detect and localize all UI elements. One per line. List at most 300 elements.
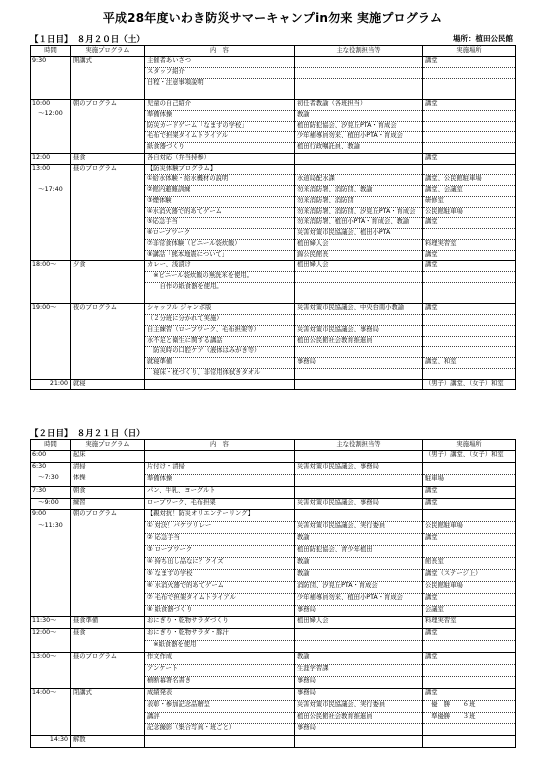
- time-cell: [31, 78, 71, 89]
- content-cell: 片付け・清掃: [145, 462, 295, 474]
- table-row: [31, 617, 516, 629]
- location-cell: （男子）講堂、（女子）和室: [423, 379, 516, 390]
- table-row: [31, 653, 516, 665]
- time-cell: [31, 605, 71, 617]
- content-cell: 各自対応（弁当持参）: [145, 153, 295, 164]
- content-cell: おにぎり・乾物サラダ・豚汁: [145, 629, 295, 641]
- location-cell: 公民館駐車場: [423, 207, 516, 218]
- time-cell: [31, 282, 71, 293]
- role-cell: [295, 78, 423, 89]
- content-cell: ※紙食器を使用: [145, 641, 295, 653]
- program-cell: [71, 67, 145, 78]
- header-role: 主な役割担当等: [295, 440, 423, 451]
- role-cell: 少年補導員勿来、植田小PTA・育成会: [295, 593, 423, 605]
- role-cell: 植田防犯協会、青少年植田: [295, 546, 423, 558]
- role-cell: [295, 272, 423, 283]
- program-cell: [71, 700, 145, 712]
- header-time: 時間: [31, 440, 71, 451]
- time-cell: 7:30: [31, 486, 71, 498]
- role-cell: [295, 315, 423, 326]
- time-cell: ～9:00: [31, 498, 71, 510]
- table-row: [31, 581, 516, 593]
- time-cell: [31, 358, 71, 369]
- role-cell: 勿来消防署、植田小PTA・育成会、教諭: [295, 218, 423, 229]
- location-cell: [423, 78, 516, 89]
- time-cell: 13:00～: [31, 653, 71, 665]
- role-cell: [295, 282, 423, 293]
- program-cell: [71, 641, 145, 653]
- time-cell: [31, 325, 71, 336]
- content-cell: 防災カードゲーム「なまずの学校」: [145, 121, 295, 132]
- location-cell: （男子）講堂、（女子）和室: [423, 451, 516, 463]
- time-cell: 12:00～: [31, 629, 71, 641]
- location-cell: 館長室: [423, 558, 516, 570]
- table-row: [31, 629, 516, 641]
- role-cell: 教諭: [295, 558, 423, 570]
- program-cell: 朝のプログラム: [71, 100, 145, 111]
- program-cell: [71, 293, 145, 304]
- table-row: [31, 724, 516, 736]
- table-row: [31, 293, 516, 304]
- content-cell: ② 応急手当: [145, 534, 295, 546]
- program-cell: [71, 569, 145, 581]
- program-cell: 夜のプログラム: [71, 304, 145, 315]
- time-cell: [31, 218, 71, 229]
- page-title: 平成28年度いわき防災サマーキャンプin勿来 実施プログラム: [102, 11, 443, 25]
- content-cell: 水不足と衛生に関する講話: [145, 336, 295, 347]
- time-cell: ～12:00: [31, 110, 71, 121]
- content-cell: 横断幕署名書き: [145, 676, 295, 688]
- location-cell: [423, 368, 516, 379]
- time-cell: [31, 368, 71, 379]
- table-row: [31, 688, 516, 700]
- location-cell: 講堂: [423, 153, 516, 164]
- location-cell: [423, 641, 516, 653]
- time-cell: [31, 67, 71, 78]
- header-content: 内 容: [145, 440, 295, 451]
- location-cell: [423, 315, 516, 326]
- content-cell: ⑧ 紙食器づくり: [145, 605, 295, 617]
- content-cell: [145, 89, 295, 100]
- location-cell: [423, 229, 516, 240]
- role-cell: [295, 736, 423, 748]
- content-cell: ③煙体験: [145, 196, 295, 207]
- role-cell: [295, 153, 423, 164]
- time-cell: [31, 581, 71, 593]
- location-cell: [423, 336, 516, 347]
- location-cell: [423, 110, 516, 121]
- location-cell: [423, 132, 516, 143]
- table-row: [31, 175, 516, 186]
- program-cell: [71, 676, 145, 688]
- table-row: [31, 534, 516, 546]
- content-cell: スタッフ紹介: [145, 67, 295, 78]
- location-cell: 準優勝 ３班: [423, 712, 516, 724]
- content-cell: [145, 451, 295, 463]
- content-cell: [145, 736, 295, 748]
- time-cell: [31, 315, 71, 326]
- time-cell: [31, 229, 71, 240]
- program-cell: [71, 229, 145, 240]
- program-cell: [71, 593, 145, 605]
- role-cell: [295, 89, 423, 100]
- program-cell: 昼のプログラム: [71, 164, 145, 175]
- time-cell: [31, 712, 71, 724]
- content-cell: ②館内避難訓練: [145, 186, 295, 197]
- content-cell: アンケート: [145, 665, 295, 677]
- header-content: 内 容: [145, 46, 295, 57]
- content-cell: ⑥ロープワーク: [145, 229, 295, 240]
- location-cell: [423, 164, 516, 175]
- location-cell: 講堂: [423, 261, 516, 272]
- table-row: [31, 700, 516, 712]
- location-cell: [423, 272, 516, 283]
- content-cell: 寝床・枕づくり、非常用体拭きタオル: [145, 368, 295, 379]
- location-cell: [423, 546, 516, 558]
- content-cell: 日程・注意事項説明: [145, 78, 295, 89]
- content-cell: 毛布で担架タイムトライアル: [145, 132, 295, 143]
- day2-header: [30, 427, 515, 439]
- role-cell: 事務局: [295, 358, 423, 369]
- table-row: [31, 272, 516, 283]
- program-cell: [71, 186, 145, 197]
- content-cell: カレー、浅漬け: [145, 261, 295, 272]
- table-row: [31, 78, 516, 89]
- program-cell: [71, 110, 145, 121]
- location-cell: [423, 510, 516, 522]
- location-cell: 講堂: [423, 57, 516, 68]
- role-cell: 事務局: [295, 605, 423, 617]
- table-row: [31, 304, 516, 315]
- time-cell: [31, 569, 71, 581]
- role-cell: 勿来消防署、消防団、汐見丘PTA・育成会: [295, 207, 423, 218]
- program-cell: 体操: [71, 474, 145, 486]
- role-cell: 災害対策市民協議会、植田小PTA: [295, 229, 423, 240]
- program-cell: 夕食: [71, 261, 145, 272]
- program-cell: [71, 89, 145, 100]
- time-cell: [31, 272, 71, 283]
- table-row: [31, 712, 516, 724]
- program-cell: 開講式: [71, 57, 145, 68]
- program-cell: 昼のプログラム: [71, 653, 145, 665]
- program-cell: [71, 522, 145, 534]
- content-cell: ⑧講話「熊本地震について」: [145, 250, 295, 261]
- location-cell: [423, 325, 516, 336]
- time-cell: 10:00: [31, 100, 71, 111]
- time-cell: [31, 196, 71, 207]
- time-cell: 19:00～: [31, 304, 71, 315]
- time-cell: [31, 546, 71, 558]
- role-cell: [295, 347, 423, 358]
- role-cell: [295, 510, 423, 522]
- table-row: [31, 451, 516, 463]
- role-cell: 災害対策市民協議会、実行委員: [295, 522, 423, 534]
- role-cell: 植田行政嘱託員、教諭: [295, 143, 423, 154]
- role-cell: 教諭: [295, 534, 423, 546]
- table-row: [31, 164, 516, 175]
- content-cell: シャッフル ジャンボ版: [145, 304, 295, 315]
- program-cell: 練習: [71, 498, 145, 510]
- program-cell: [71, 368, 145, 379]
- time-cell: [31, 700, 71, 712]
- program-cell: [71, 605, 145, 617]
- content-cell: ロープワーク、毛布担架: [145, 498, 295, 510]
- content-cell: 就寝準備: [145, 358, 295, 369]
- program-cell: [71, 724, 145, 736]
- table-row: [31, 67, 516, 78]
- role-cell: 勿来消防署、消防団、教諭: [295, 186, 423, 197]
- role-cell: 災害対策市民協議会、事務局: [295, 325, 423, 336]
- table-row: [31, 665, 516, 677]
- content-cell: 作文作成: [145, 653, 295, 665]
- time-cell: [31, 239, 71, 250]
- table-row: [31, 498, 516, 510]
- program-cell: [71, 250, 145, 261]
- location-cell: [423, 282, 516, 293]
- role-cell: 教諭: [295, 653, 423, 665]
- content-cell: 紙食器づくり: [145, 143, 295, 154]
- content-cell: 自作の紙食器を使用。: [145, 282, 295, 293]
- header-role: 主な役割担当等: [295, 46, 423, 57]
- program-cell: 昼食準備: [71, 617, 145, 629]
- content-cell: おにぎり・乾物サラダづくり: [145, 617, 295, 629]
- table-row: [31, 250, 516, 261]
- table-row: [31, 89, 516, 100]
- content-cell: ④水消火器で的あてゲーム: [145, 207, 295, 218]
- program-cell: [71, 558, 145, 570]
- content-cell: ⑦ 毛布で担架タイムトライアル: [145, 593, 295, 605]
- content-cell: 自主練習（ロープワーク、毛布担架等）: [145, 325, 295, 336]
- location-cell: [423, 293, 516, 304]
- program-cell: [71, 534, 145, 546]
- table-row: [31, 462, 516, 474]
- role-cell: 災害対策市民協議会、事務局: [295, 462, 423, 474]
- time-cell: [31, 143, 71, 154]
- table-row: [31, 593, 516, 605]
- table-row: [31, 218, 516, 229]
- role-cell: 生涯学習課: [295, 665, 423, 677]
- location-cell: 講堂（ステージ上）: [423, 569, 516, 581]
- time-cell: [31, 558, 71, 570]
- table-row: [31, 325, 516, 336]
- role-cell: [295, 67, 423, 78]
- location-cell: [423, 143, 516, 154]
- program-cell: [71, 196, 145, 207]
- role-cell: 勿来消防署、消防団: [295, 196, 423, 207]
- content-cell: （２分班に分かれて実施）: [145, 315, 295, 326]
- program-cell: [71, 218, 145, 229]
- time-cell: [31, 676, 71, 688]
- location-cell: [423, 724, 516, 736]
- table-row: [31, 486, 516, 498]
- location-cell: 講堂: [423, 629, 516, 641]
- location-cell: 優 勝 ６班: [423, 700, 516, 712]
- role-cell: 植田公民館社会教育推進員: [295, 336, 423, 347]
- role-cell: [295, 57, 423, 68]
- time-cell: 9:30: [31, 57, 71, 68]
- program-cell: 閉講式: [71, 688, 145, 700]
- table-row: [31, 358, 516, 369]
- time-cell: 14:30: [31, 736, 71, 748]
- content-cell: ①給水体験・給水機材の説明: [145, 175, 295, 186]
- table-row: [31, 605, 516, 617]
- role-cell: 教諭: [295, 110, 423, 121]
- content-cell: パン、牛乳、ヨーグルト: [145, 486, 295, 498]
- time-cell: 21:00: [31, 379, 71, 390]
- program-cell: 解散: [71, 736, 145, 748]
- content-cell: ③ ロープワーク: [145, 546, 295, 558]
- role-cell: 災害対策市民協議会、実行委員: [295, 700, 423, 712]
- location-cell: 講堂: [423, 218, 516, 229]
- time-cell: 11:30～: [31, 617, 71, 629]
- program-cell: [71, 546, 145, 558]
- table-row: [31, 239, 516, 250]
- content-cell: [145, 293, 295, 304]
- table-row: [31, 569, 516, 581]
- program-cell: [71, 282, 145, 293]
- location-cell: 講堂: [423, 688, 516, 700]
- role-cell: 災害対策市民協議会、事務局: [295, 498, 423, 510]
- header-program: 実施プログラム: [71, 440, 145, 451]
- role-cell: 初任者教諭（各班担当）: [295, 100, 423, 111]
- program-cell: [71, 325, 145, 336]
- table-row: [31, 347, 516, 358]
- program-cell: [71, 121, 145, 132]
- location-cell: 講堂: [423, 250, 516, 261]
- table-row: [31, 558, 516, 570]
- role-cell: [295, 293, 423, 304]
- day1-schedule-table: [30, 45, 516, 390]
- location-cell: [423, 67, 516, 78]
- role-cell: [295, 486, 423, 498]
- content-cell: ※ビニール袋炊飯の無洗米を使用。: [145, 272, 295, 283]
- role-cell: 植田防犯協会、汐見丘PTA・育成会: [295, 121, 423, 132]
- program-cell: [71, 336, 145, 347]
- content-cell: 準備体操: [145, 110, 295, 121]
- role-cell: 植田公民館社会教育推進員: [295, 712, 423, 724]
- location-cell: 講堂: [423, 100, 516, 111]
- program-cell: [71, 581, 145, 593]
- content-cell: ① 対決！バケツリレー: [145, 522, 295, 534]
- program-cell: [71, 712, 145, 724]
- location-cell: 講堂: [423, 498, 516, 510]
- role-cell: [295, 368, 423, 379]
- role-cell: 錦公民館長: [295, 250, 423, 261]
- location-cell: 講堂、和室: [423, 358, 516, 369]
- table-row: [31, 546, 516, 558]
- program-cell: [71, 272, 145, 283]
- role-cell: 事務局: [295, 676, 423, 688]
- time-cell: 14:00～: [31, 688, 71, 700]
- time-cell: [31, 132, 71, 143]
- time-cell: [31, 89, 71, 100]
- program-cell: [71, 132, 145, 143]
- table-row: [31, 315, 516, 326]
- location-cell: 会議室: [423, 605, 516, 617]
- day1-header: [30, 33, 515, 45]
- time-cell: 18:00～: [31, 261, 71, 272]
- location-cell: 公民館駐車場: [423, 581, 516, 593]
- content-cell: 講評: [145, 712, 295, 724]
- content-cell: [145, 379, 295, 390]
- location-cell: 講堂、会議室: [423, 186, 516, 197]
- location-cell: 料理実習室: [423, 239, 516, 250]
- program-cell: [71, 78, 145, 89]
- content-cell: 成績発表: [145, 688, 295, 700]
- day2-label: 【２日目】 ８月２１日（日）: [30, 429, 145, 439]
- time-cell: 6:00: [31, 451, 71, 463]
- day2-schedule-table: [30, 439, 516, 748]
- role-cell: 事務局: [295, 688, 423, 700]
- content-cell: 準備体操: [145, 474, 295, 486]
- content-cell: ⑦非常食体験（ビニール袋炊飯）: [145, 239, 295, 250]
- time-cell: [31, 534, 71, 546]
- table-row: [31, 474, 516, 486]
- time-cell: ～17:40: [31, 186, 71, 197]
- content-cell: ⑥ 水消火器で的あてゲーム: [145, 581, 295, 593]
- content-cell: ⑤応急手当: [145, 218, 295, 229]
- content-cell: 【親対抗！防災オリエンテーリング】: [145, 510, 295, 522]
- table-row: [31, 143, 516, 154]
- program-cell: 起床: [71, 451, 145, 463]
- time-cell: ～11:30: [31, 522, 71, 534]
- content-cell: 防災時の口腔ケア（液体はみがき等）: [145, 347, 295, 358]
- table-row: [31, 57, 516, 68]
- time-cell: [31, 293, 71, 304]
- table-row: [31, 522, 516, 534]
- table-row: [31, 368, 516, 379]
- program-cell: 昼食: [71, 153, 145, 164]
- program-cell: 朝のプログラム: [71, 510, 145, 522]
- location-cell: [423, 736, 516, 748]
- header-program: 実施プログラム: [71, 46, 145, 57]
- table-row: [31, 282, 516, 293]
- time-cell: [31, 121, 71, 132]
- location-cell: 講堂: [423, 593, 516, 605]
- time-cell: [31, 665, 71, 677]
- content-cell: ④ 持ち出し品なに？クイズ: [145, 558, 295, 570]
- role-cell: 水道局配水課: [295, 175, 423, 186]
- table-row: [31, 676, 516, 688]
- table-row: [31, 379, 516, 390]
- table-row: [31, 336, 516, 347]
- time-cell: 12:00: [31, 153, 71, 164]
- role-cell: [295, 474, 423, 486]
- content-cell: 主催者あいさつ: [145, 57, 295, 68]
- table-row: [31, 100, 516, 111]
- role-cell: 事務局: [295, 724, 423, 736]
- time-cell: [31, 336, 71, 347]
- role-cell: 少年補導員勿来、植田小PTA・育成会: [295, 132, 423, 143]
- role-cell: [295, 629, 423, 641]
- location-cell: 料理実習室: [423, 617, 516, 629]
- location-cell: [423, 665, 516, 677]
- time-cell: 6:30: [31, 462, 71, 474]
- location-cell: 講堂: [423, 653, 516, 665]
- location-cell: 講堂: [423, 304, 516, 315]
- content-cell: 児童の自己紹介: [145, 100, 295, 111]
- role-cell: [295, 164, 423, 175]
- time-cell: ～7:30: [31, 474, 71, 486]
- time-cell: [31, 250, 71, 261]
- time-cell: [31, 207, 71, 218]
- table-row: [31, 110, 516, 121]
- program-cell: 清掃: [71, 462, 145, 474]
- content-cell: 【防災体験プログラム】: [145, 164, 295, 175]
- role-cell: 教諭: [295, 569, 423, 581]
- program-cell: [71, 315, 145, 326]
- table-row: [31, 510, 516, 522]
